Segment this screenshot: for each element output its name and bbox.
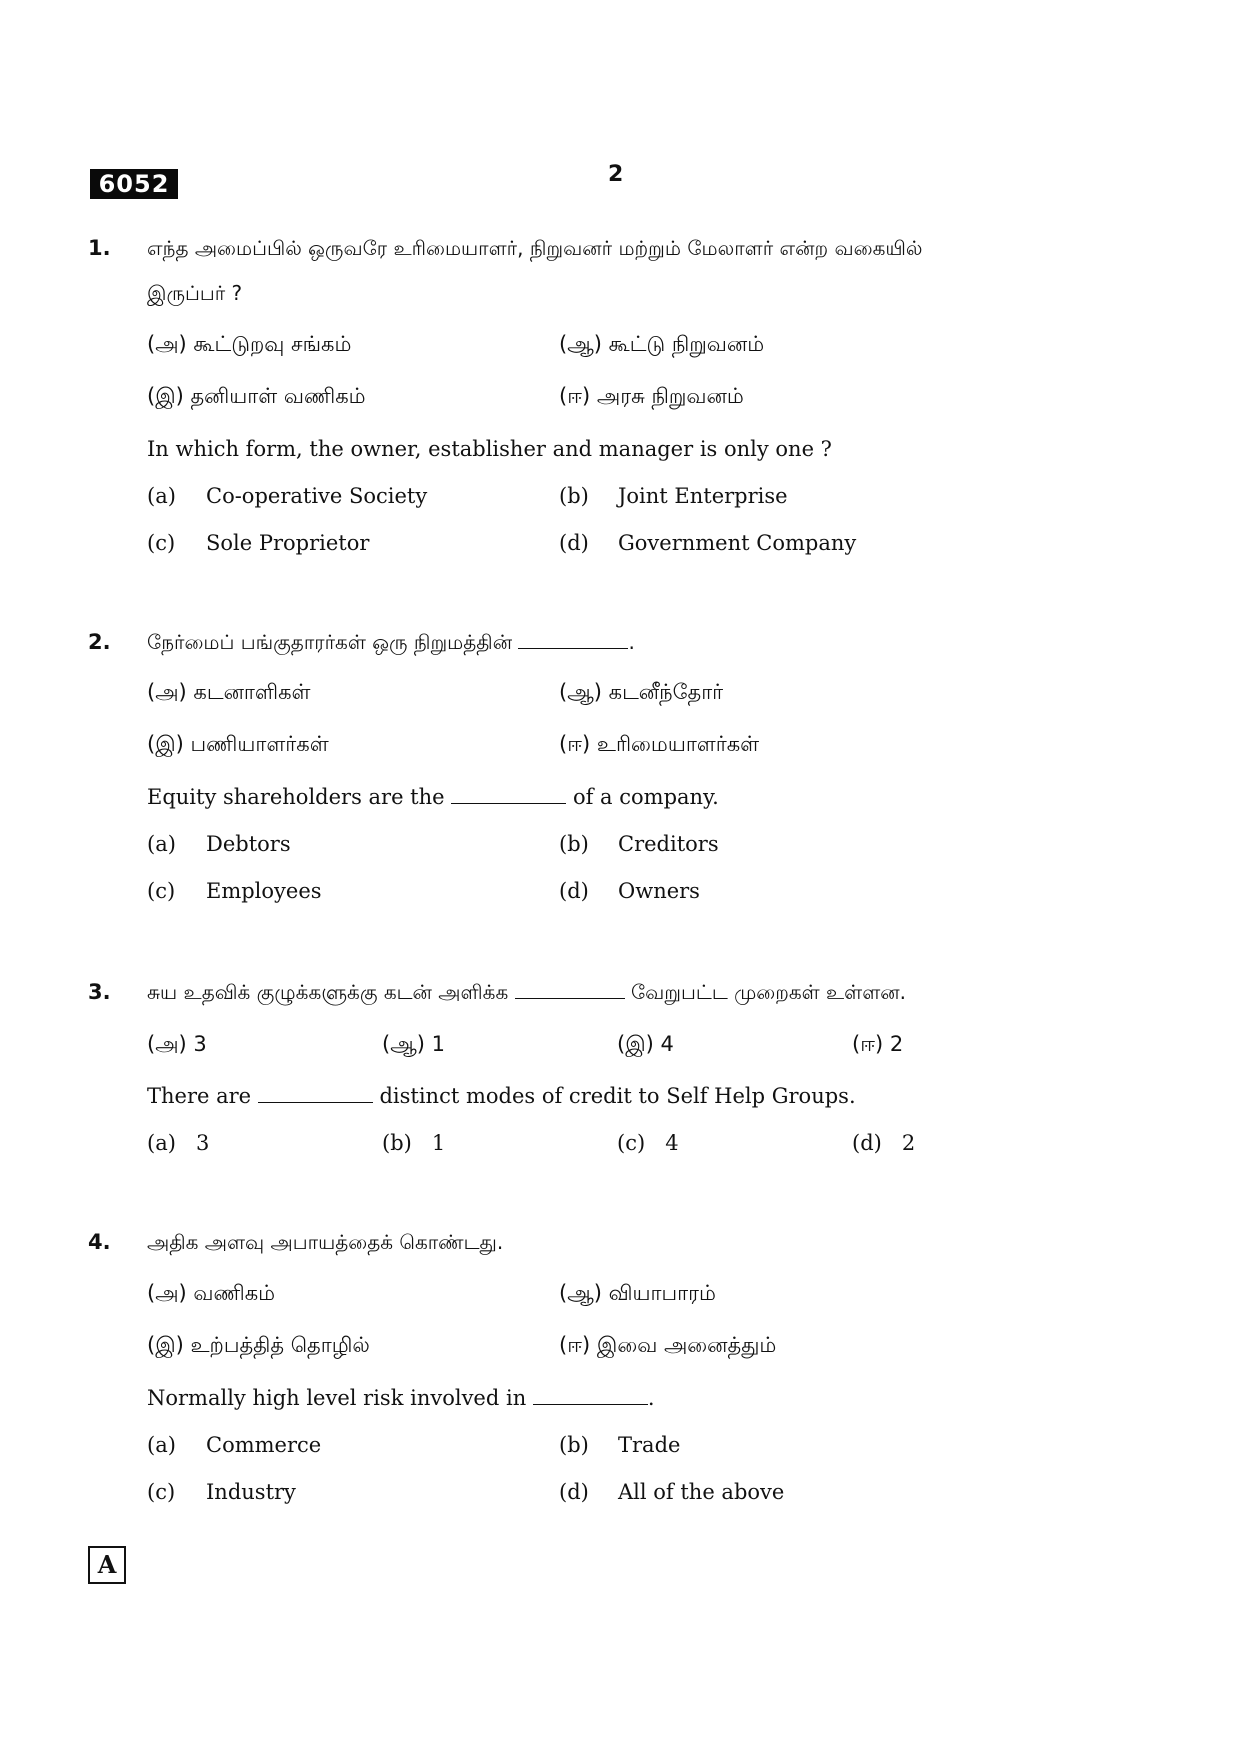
option-text: Industry	[206, 1480, 296, 1504]
question-text-tamil-cont: இருப்பர் ?	[147, 281, 243, 305]
option-label: (ஈ)	[559, 1333, 591, 1357]
question-text-english	[147, 775, 719, 819]
option-en-a	[147, 474, 428, 518]
question-text-tamil: எந்த அமைப்பில் ஒருவரே உரிமையாளர், நிறுவனர் மற்றும் மேலாளர் என்ற வகையில்	[147, 236, 923, 260]
option-text: 4	[665, 1131, 679, 1155]
option-text: Owners	[618, 879, 700, 903]
option-en-b	[559, 474, 788, 518]
option-label: (அ)	[147, 332, 187, 356]
option-ta-1	[147, 1271, 275, 1315]
option-label: (இ)	[147, 732, 184, 756]
option-ta-3	[617, 1022, 674, 1066]
option-text: Trade	[618, 1433, 681, 1457]
option-label: (ஆ)	[559, 1281, 602, 1305]
option-ta-2	[559, 670, 723, 714]
option-label: (b)	[559, 832, 589, 856]
option-en-b	[559, 1423, 681, 1467]
option-text: உற்பத்தித் தொழில்	[190, 1333, 370, 1357]
option-ta-4	[559, 374, 744, 418]
option-text: Government Company	[618, 531, 857, 555]
option-label: (அ)	[147, 1032, 187, 1056]
question-text-tamil: அதிக அளவு அபாயத்தைக் கொண்டது.	[147, 1230, 504, 1254]
question-text-tamil	[147, 970, 906, 1014]
option-text: Co-operative Society	[206, 484, 428, 508]
option-ta-3	[147, 722, 329, 766]
option-text: வியாபாரம்	[608, 1281, 716, 1305]
option-en-b	[382, 1121, 445, 1165]
option-ta-4	[559, 1323, 776, 1367]
option-label: (ஆ)	[559, 680, 602, 704]
question-text-part: வேறுபட்ட முறைகள் உள்ளன.	[630, 980, 907, 1004]
option-text: வணிகம்	[193, 1281, 276, 1305]
page-number: 2	[608, 162, 624, 187]
option-label: (d)	[559, 531, 589, 555]
option-text: கடனாளிகள்	[193, 680, 311, 704]
option-label: (அ)	[147, 680, 187, 704]
option-text: Commerce	[206, 1433, 322, 1457]
series-letter-box: A	[88, 1546, 126, 1584]
option-text: Employees	[206, 879, 322, 903]
option-ta-2	[559, 322, 764, 366]
question-number: 4.	[88, 1230, 111, 1254]
question-text-part: .	[647, 1386, 655, 1410]
option-en-c	[147, 521, 370, 565]
option-en-a	[147, 1423, 322, 1467]
question-text-part: சுய உதவிக் குழுக்களுக்கு கடன் அளிக்க	[147, 980, 509, 1004]
option-text: 2	[889, 1032, 904, 1056]
option-text: 1	[431, 1032, 446, 1056]
option-ta-4	[852, 1022, 903, 1066]
question-number: 2.	[88, 630, 111, 654]
option-label: (c)	[147, 1480, 176, 1504]
question-text-part: .	[628, 630, 635, 654]
option-label: (ஈ)	[852, 1032, 884, 1056]
option-label: (d)	[852, 1131, 882, 1155]
option-ta-2	[559, 1271, 716, 1315]
paper-code: 6052	[90, 169, 178, 199]
option-text: 2	[901, 1131, 916, 1155]
option-label: (இ)	[617, 1032, 654, 1056]
question-text-part: There are	[147, 1084, 252, 1108]
option-ta-4	[559, 722, 759, 766]
option-text: Sole Proprietor	[206, 531, 370, 555]
option-label: (a)	[147, 832, 176, 856]
option-text: 4	[660, 1032, 674, 1056]
option-text: உரிமையாளர்கள்	[596, 732, 760, 756]
option-label: (ஆ)	[559, 332, 602, 356]
option-label: (b)	[559, 484, 589, 508]
option-en-d	[559, 521, 857, 565]
answer-blank	[518, 624, 628, 649]
option-text: 3	[193, 1032, 207, 1056]
option-text: 1	[431, 1131, 446, 1155]
option-label: (b)	[559, 1433, 589, 1457]
question-text-part: Normally high level risk involved in	[147, 1386, 527, 1410]
option-label: (c)	[617, 1131, 646, 1155]
option-label: (d)	[559, 1480, 589, 1504]
option-ta-2	[382, 1022, 445, 1066]
option-ta-1	[147, 1022, 207, 1066]
option-en-d	[559, 869, 700, 913]
option-label: (அ)	[147, 1281, 187, 1305]
option-text: கூட்டுறவு சங்கம்	[193, 332, 352, 356]
option-label: (இ)	[147, 1333, 184, 1357]
option-en-c	[147, 1470, 296, 1514]
option-en-d	[559, 1470, 785, 1514]
option-text: இவை அனைத்தும்	[596, 1333, 777, 1357]
option-label: (a)	[147, 1433, 176, 1457]
question-text-english: In which form, the owner, establisher and manager is only one ?	[147, 437, 832, 461]
option-en-a	[147, 1121, 209, 1165]
question-text-english	[147, 1074, 856, 1118]
option-text: 3	[195, 1131, 210, 1155]
question-text-part: Equity shareholders are the	[147, 785, 445, 809]
option-text: Creditors	[618, 832, 719, 856]
option-label: (ஆ)	[382, 1032, 425, 1056]
option-text: All of the above	[618, 1480, 785, 1504]
option-text: பணியாளர்கள்	[190, 732, 329, 756]
option-label: (இ)	[147, 384, 184, 408]
option-label: (a)	[147, 1131, 176, 1155]
option-label: (ஈ)	[559, 732, 591, 756]
option-label: (c)	[147, 531, 176, 555]
option-label: (b)	[382, 1131, 412, 1155]
option-en-d	[852, 1121, 915, 1165]
question-text-part: நேர்மைப் பங்குதாரர்கள் ஒரு நிறுமத்தின்	[147, 630, 513, 654]
question-text-part: distinct modes of credit to Self Help Groups.	[379, 1084, 856, 1108]
option-text: Debtors	[206, 832, 291, 856]
option-en-b	[559, 822, 719, 866]
answer-blank	[515, 974, 625, 999]
question-text-english	[147, 1376, 655, 1420]
answer-blank	[533, 1380, 648, 1405]
option-label: (ஈ)	[559, 384, 591, 408]
option-text: கடனீந்தோர்	[608, 680, 724, 704]
option-text: அரசு நிறுவனம்	[596, 384, 744, 408]
option-text: Joint Enterprise	[618, 484, 788, 508]
option-ta-1	[147, 670, 311, 714]
option-en-c	[617, 1121, 679, 1165]
answer-blank	[451, 779, 566, 804]
answer-blank	[258, 1078, 373, 1103]
option-ta-3	[147, 374, 366, 418]
question-number: 3.	[88, 980, 111, 1004]
question-text-tamil	[147, 620, 635, 664]
option-ta-1	[147, 322, 351, 366]
option-ta-3	[147, 1323, 370, 1367]
question-number: 1.	[88, 236, 111, 260]
option-en-c	[147, 869, 322, 913]
option-label: (a)	[147, 484, 176, 508]
option-en-a	[147, 822, 291, 866]
option-text: கூட்டு நிறுவனம்	[608, 332, 765, 356]
option-label: (c)	[147, 879, 176, 903]
option-text: தனியாள் வணிகம்	[190, 384, 366, 408]
question-text-part: of a company.	[572, 785, 719, 809]
option-label: (d)	[559, 879, 589, 903]
